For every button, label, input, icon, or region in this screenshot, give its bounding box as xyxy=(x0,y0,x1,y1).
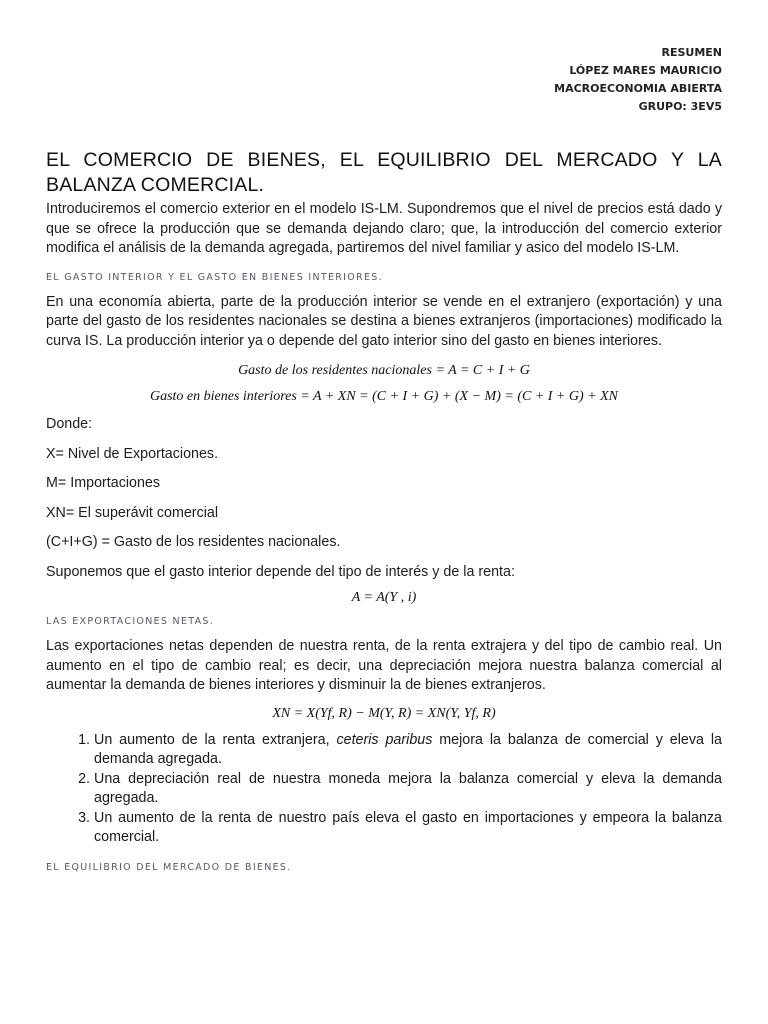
document-body xyxy=(46,148,722,873)
list-item xyxy=(94,731,722,770)
header-line-course: MACROECONOMIA ABIERTA xyxy=(554,82,722,95)
formula-exportaciones-netas xyxy=(46,706,722,722)
formula-gasto-residentes-text: Gasto de los residentes nacionales = A = C + I + G xyxy=(238,363,530,378)
list-item: 3. Un aumento de la renta de nuestro país eleva el gasto en importaciones y empeora la balanza comercial. xyxy=(94,809,722,848)
intro-paragraph: Introduciremos el comercio exterior en el modelo IS-LM. Supondremos que el nivel de precios está dado y que se ofrece la producción que se demanda dejando claro; que, la introducción del comercio exterior modifica el análisis de la demanda agregada, partiremos del nivel familiar y asico del modelo IS-LM. xyxy=(46,201,722,256)
section-heading-exportaciones: LAS EXPORTACIONES NETAS. xyxy=(46,616,215,627)
suponemos-paragraph: Suponemos que el gasto interior depende del tipo de interés y de la renta: xyxy=(46,563,515,580)
formula-gasto-bienes-interiores-text: Gasto en bienes interiores = A + XN = (C + I + G) + (X − M) = (C + I + G) + XN xyxy=(149,389,618,404)
header-line-group: GRUPO: 3EV5 xyxy=(638,100,722,113)
list-item: 2. Una depreciación real de nuestra moneda mejora la balanza comercial y eleva la demanda agregada. xyxy=(94,770,722,809)
formula-gasto-interior-text: A = A(Y , i) xyxy=(351,590,417,605)
formula-gasto-residentes xyxy=(46,363,722,379)
section-heading-gasto: EL GASTO INTERIOR Y EL GASTO EN BIENES INTERIORES. xyxy=(46,271,383,283)
section-exportaciones-paragraph: Las exportaciones netas dependen de nuestra renta, de la renta extrajera y del tipo de cambio real. Un aumento en el tipo de cambio real; es decir, una depreciación mejora nuestra balanza comercial al aumentar la demanda de bienes interiores y disminuir la de bienes extranjeros. xyxy=(46,638,722,693)
effects-list xyxy=(46,731,722,848)
section-gasto-paragraph: En una economía abierta, parte de la producción interior se vende en el extranjero (exportación) y una parte del gasto de los residentes nacionales se destina a bienes extranjeros (importaciones) modificado la curva IS. La producción interior ya o depende del gato interior sino del gasto en bienes interiores. xyxy=(46,293,722,349)
definition-cig: (C+I+G) = Gasto de los residentes nacionales. xyxy=(46,534,341,550)
header-line-resumen: RESUMEN xyxy=(661,46,722,59)
list-item-text: Un aumento de la renta extranjera, xyxy=(94,731,337,748)
definition-xn: XN= El superávit comercial xyxy=(46,504,219,521)
section-heading-equilibrio: EL EQUILIBRIO DEL MERCADO DE BIENES. xyxy=(46,861,292,873)
list-item-emphasis: ceteris paribus xyxy=(336,731,433,748)
formula-gasto-bienes-interiores xyxy=(46,389,722,405)
document-header xyxy=(554,44,722,116)
list-item-text: mejora la balanza de comercial y eleva la demanda agregada. xyxy=(94,731,722,767)
definition-m: M= Importaciones xyxy=(46,475,161,491)
definition-x: X= Nivel de Exportaciones. xyxy=(46,445,219,462)
header-line-author: LÓPEZ MARES MAURICIO xyxy=(569,64,722,77)
formula-exportaciones-netas-text: XN = X(Yf, R) − M(Y, R) = XN(Y, Yf, R) xyxy=(272,705,496,721)
donde-label: Donde: xyxy=(46,416,93,432)
formula-gasto-interior xyxy=(46,590,722,606)
document-title: EL COMERCIO DE BIENES, EL EQUILIBRIO DEL MERCADO Y LA BALANZA COMERCIAL. xyxy=(46,149,722,196)
